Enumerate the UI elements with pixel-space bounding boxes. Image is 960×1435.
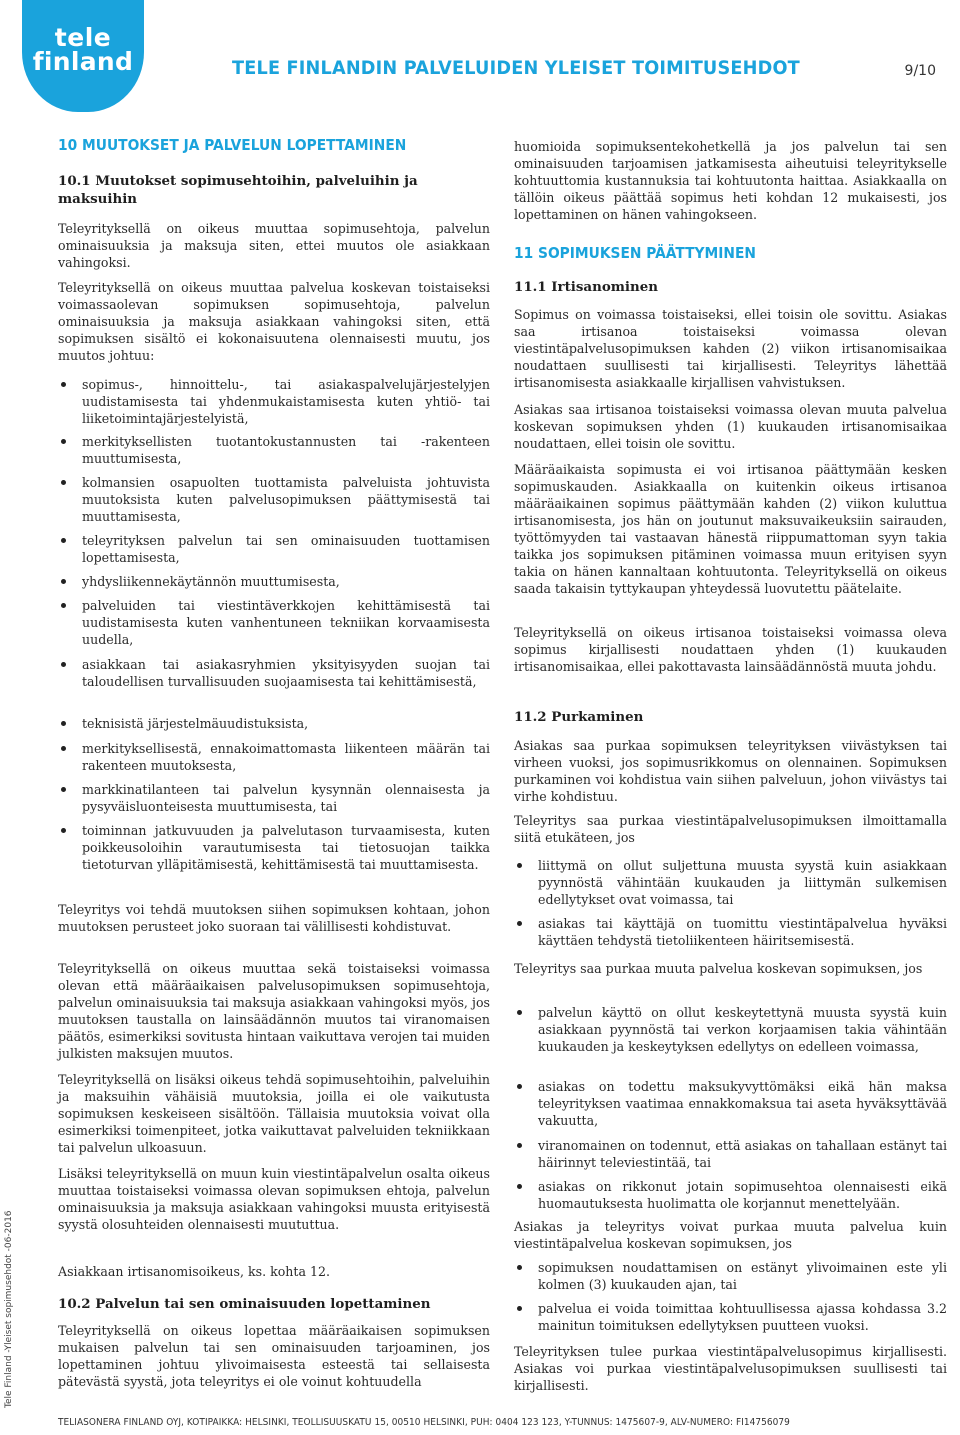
list-item: merkityksellisestä, ennakoimattomasta liikenteen määrän tai rakenteen muutoksesta, [82,741,490,773]
list-item: asiakkaan tai asiakasryhmien yksityisyyden suojan tai taloudellisen turvallisuuden suojaamisesta tai kehittämisestä, [82,657,490,689]
list-item: asiakas on rikkonut jotain sopimusehtoa olennaisesti eikä huomautuksesta huolimatta ole korjannut menettelyään. [538,1179,947,1211]
list-item: merkityksellisten tuotantokustannusten tai -rakenteen muuttumisesta, [82,434,490,466]
list-item: viranomainen on todennut, että asiakas on tahallaan estänyt tai häirinnyt televiestintää, tai [538,1138,947,1170]
list-item: sopimuksen noudattamisen on estänyt ylivoimainen este yli kolmen (3) kuukauden ajan, tai [538,1260,947,1292]
paragraph: Teleyrityksen tulee purkaa viestintäpalvelusopimus kirjallisesti. Asiakas voi purkaa viestintäpalvelusopimuksen suullisesti tai kirjallisesti. [514,1344,947,1393]
paragraph: Sopimus on voimassa toistaiseksi, ellei toisin ole sovittu. Asiakas saa irtisanoa toistaiseksi voimassa olevan viestintäpalvelusopimuksen kahden (2) viikon irtisanomisaikaa noudattaen suullisesti tai kirjallisesti. Teleyritys lähettää irtisanomisesta asiakkaalle kirjallisen vahvistuksen. [514,307,947,390]
paragraph: Teleyritys saa purkaa viestintäpalvelusopimuksen ilmoittamalla siitä etukäteen, jos [514,813,947,845]
paragraph: Lisäksi teleyrityksellä on muun kuin viestintäpalvelun osalta oikeus muuttaa toistaiseksi voimassa olevan sopimuksen ehtoja, palvelun ominaisuuksia ja maksuja asiakkaan vahingoksi muusta erityisestä syystä olosuhteiden olennaisesti muututtua. [58,1166,490,1232]
section-11-heading: 11 SOPIMUKSEN PÄÄTTYMINEN [514,244,756,262]
section-10-2-heading: 10.2 Palvelun tai sen ominaisuuden lopettaminen [58,1296,431,1312]
logo-text-tele: tele [54,23,112,52]
page-number: 9/10 [904,63,936,79]
document-title: TELE FINLANDIN PALVELUIDEN YLEISET TOIMITUSEHDOT [232,57,800,79]
paragraph: Teleyrityksellä on oikeus muuttaa sekä toistaiseksi voimassa olevan että määräaikaisen palvelusopimuksen sopimusehtoja, palvelun ominaisuuksia tai maksuja asiakkaan vahingoksi myös, jos muutoksen taustalla on lainsäädännön muutos tai viranomaisen päätös, esimerkiksi sovitusta hintaan vaikuttava verojen tai muiden julkisten maksujen muutos. [58,961,490,1061]
side-note: Tele Finland -Yleiset sopimusehdot -06-2016 [4,1210,14,1408]
paragraph: Teleyrityksellä on oikeus lopettaa määräaikaisen sopimuksen mukaisen palvelun tai sen ominaisuuden tarjoaminen, jos lopettaminen johtuu ylivoimaisesta esteestä tai sellaisesta pätevästä syystä, jota teleyritys ei ole voinut kohtuudella [58,1323,490,1389]
list-item: teknisistä järjestelmäuudistuksista, [82,715,490,732]
paragraph: Asiakas saa purkaa sopimuksen teleyrityksen viivästyksen tai virheen vuoksi, jos sopimusrikkomus on olennainen. Sopimuksen purkaminen voi kohdistua vain siihen palveluun, johon viivästys tai virhe kohdistuu. [514,738,947,804]
paragraph: Asiakkaan irtisanomisoikeus, ks. kohta 12. [58,1264,331,1279]
list-item: asiakas tai käyttäjä on tuomittu viestintäpalvelua hyväksi käyttäen tehdystä tietoliikenteen häiritsemisestä. [538,916,947,948]
list-item: toiminnan jatkuvuuden ja palvelutason turvaamisesta, kuten poikkeusoloihin varautumisesta tai tietosuojan taikka tietoturvan ylläpitämisestä, kehittämisestä tai muuttamisesta. [82,823,490,872]
list-item: sopimus-, hinnoittelu-, tai asiakaspalvelujärjestelyjen uudistamisesta tai yhdenmukaistamisesta kuten yhtiö- tai liiketoimintajärjestelyistä, [82,377,490,426]
list-item: palveluiden tai viestintäverkkojen kehittämisestä tai uudistamisesta kuten vanhentuneen tekniikan korvaamisesta uudella, [82,598,490,647]
list-item: yhdysliikennekäytännön muuttumisesta, [82,573,490,590]
list-item: liittymä on ollut suljettuna muusta syystä kuin asiakkaan pyynnöstä vähintään kuukauden ja liittymän sulkemisen edellytykset ovat voimassa, tai [538,858,947,907]
paragraph: Teleyrityksellä on lisäksi oikeus tehdä sopimusehtoihin, palveluihin ja maksuihin vähäisiä muutoksia, joilla ei ole vaikutusta sopimuksen keskeiseen sisältöön. Tällaisia muutoksia voivat olla esimerkiksi toimenpiteet, jotka vaikuttavat palveluiden tekniikkaan tai palvelun ulkoasuun. [58,1072,490,1155]
list-item: palvelua ei voida toimittaa kohtuullisessa ajassa kohdassa 3.2 mainitun toimituksen edellytyksen puutteen vuoksi. [538,1301,947,1333]
paragraph: Teleyritys saa purkaa muuta palvelua koskevan sopimuksen, jos [514,961,923,976]
paragraph: Teleyrityksellä on oikeus irtisanoa toistaiseksi voimassa oleva sopimus kirjallisesti noudattaen yhden (1) kuukauden irtisanomisaikaa, ellei pakottavasta lainsäädännöstä muuta johdu. [514,625,947,674]
list-item: markkinatilanteen tai palvelun kysynnän olennaisesta ja pysyväisluonteisesta muuttumisesta, tai [82,782,490,814]
company-footer: TELIASONERA FINLAND OYJ, KOTIPAIKKA: HELSINKI, TEOLLISUUSKATU 15, 00510 HELSINKI, PUH: 0404 123 123, Y-TUNNUS: 1475607-9, ALV-NUMERO: FI14756079 [58,1417,790,1428]
list-item: teleyrityksen palvelun tai sen ominaisuuden tuottamisen lopettamisesta, [82,533,490,565]
section-10-1-heading: 10.1 Muutokset sopimusehtoihin, palveluihin ja maksuihin [58,173,418,207]
tele-finland-logo [22,0,144,112]
paragraph: Asiakas ja teleyritys voivat purkaa muuta palvelua kuin viestintäpalvelua koskevan sopimuksen, jos [514,1219,947,1251]
list-item: asiakas on todettu maksukyvyttömäksi eikä hän maksa teleyrityksen vaatimaa ennakkomaksua tai aseta hyväksyttävää vakuutta, [538,1079,947,1128]
paragraph: Teleyritys voi tehdä muutoksen siihen sopimuksen kohtaan, johon muutoksen perusteet joko suoraan tai välillisesti kohdistuvat. [58,902,490,934]
section-11-2-heading: 11.2 Purkaminen [514,709,644,725]
section-10-heading: 10 MUUTOKSET JA PALVELUN LOPETTAMINEN [58,136,407,154]
paragraph: Asiakas saa irtisanoa toistaiseksi voimassa olevan muuta palvelua koskevan sopimuksen yhden (1) kuukauden irtisanomisaikaa noudattaen, ellei toisin ole sovittu. [514,402,947,451]
list-item: palvelun käyttö on ollut keskeytettynä muusta syystä kuin asiakkaan pyynnöstä tai verkon korjaamisen takia vähintään kuukauden ja keskeytyksen edellytys on edelleen voimassa, [538,1005,947,1054]
paragraph: Teleyrityksellä on oikeus muuttaa sopimusehtoja, palvelun ominaisuuksia ja maksuja siten, ettei muutos ole asiakkaan vahingoksi. [58,221,490,270]
paragraph: huomioida sopimuksentekohetkellä ja jos palvelun tai sen ominaisuuden tarjoamisen jatkamisesta aiheutuisi teleyritykselle kohtuuttomia kustannuksia tai kohtuutonta haittaa. Asiakkaalla on tällöin oikeus päättää sopimus heti kohdan 12 mukaisesti, jos lopettaminen on hänen vahingokseen. [514,139,947,222]
paragraph: Teleyrityksellä on oikeus muuttaa palvelua koskevan toistaiseksi voimassaolevan sopimuksen sopimusehtoja, palvelun ominaisuuksia ja maksuja asiakkaan vahingoksi siten, että sopimuksen sisältö ei kokonaisuutena olennaisesti muutu, jos muutos johtuu: [58,280,490,363]
list-item: kolmansien osapuolten tuottamista palveluista johtuvista muutoksista kuten palvelusopimuksen päättymisestä tai muuttamisesta, [82,475,490,524]
section-11-1-heading: 11.1 Irtisanominen [514,279,658,295]
paragraph: Määräaikaista sopimusta ei voi irtisanoa päättymään kesken sopimuskauden. Asiakkaalla on kuitenkin oikeus irtisanoa määräaikainen sopimus päättymään kahden (2) viikon kuluttua irtisanomisesta, jos hän on joutunut maksuvaikeuksiin sairauden, työttömyyden tai vastaavan hänestä riippumattoman syyn takia taikka jos sopimuksen pitäminen voimassa muun erityisen syyn takia on hänen kannaltaan kohtuutonta. Teleyrityksellä on oikeus saada takaisin tyttykaupan yhteydessä luovutettu päätelaite. [514,462,947,596]
logo-text-finland: finland [32,47,134,76]
